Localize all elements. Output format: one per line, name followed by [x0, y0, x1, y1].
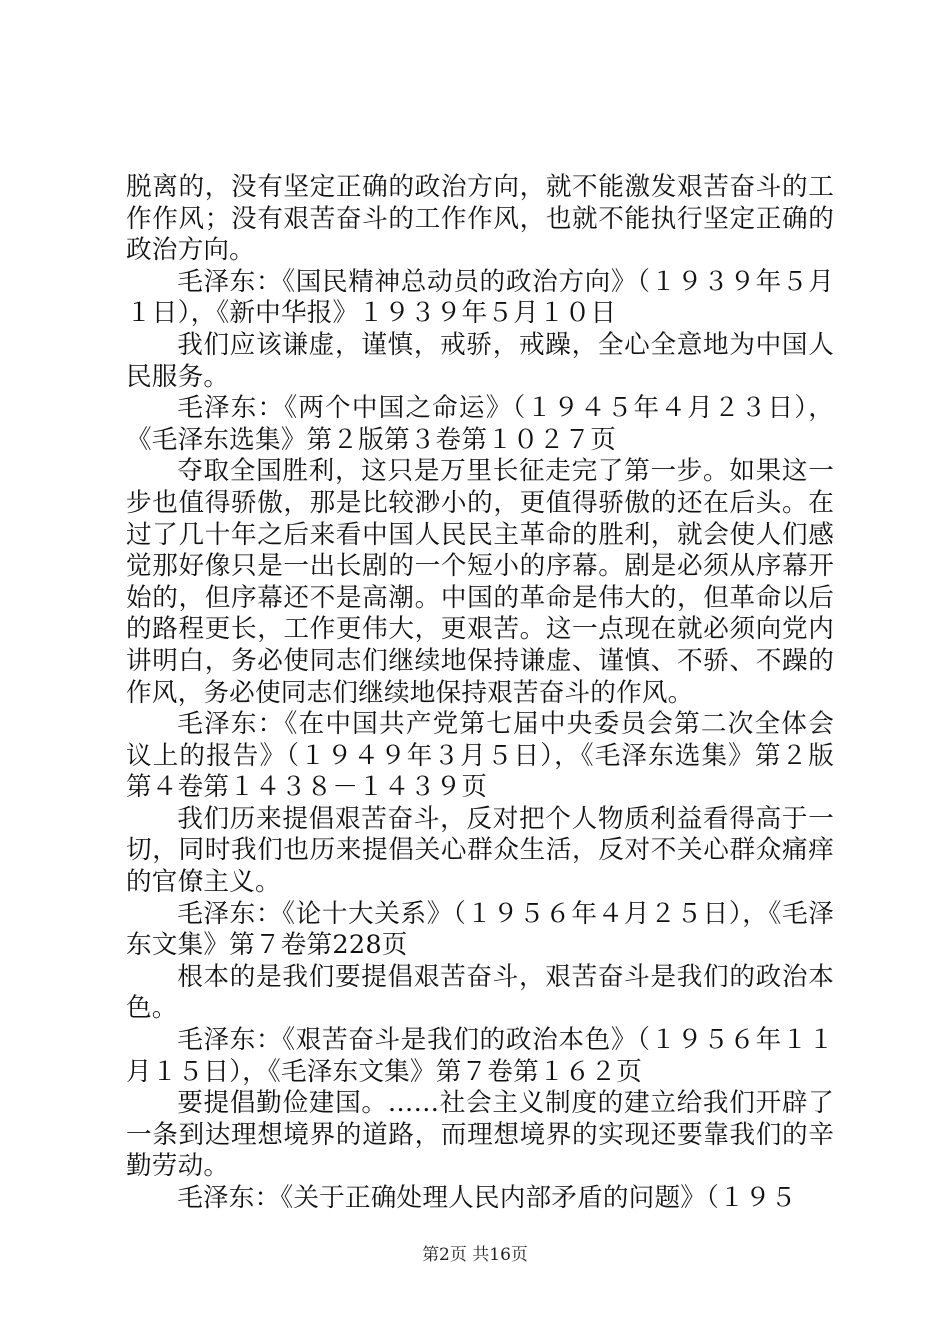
document-body — [126, 172, 834, 1215]
quote-paragraph: 夺取全国胜利，这只是万里长征走完了第一步。如果这一步也值得骄傲，那是比较渺小的，更值得骄傲的还在后头。在过了几十年之后来看中国人民民主革命的胜利，就会使人们感觉那好像只是一出长剧的一个短小的序幕。剧是必须从序幕开始的，但序幕还不是高潮。中国的革命是伟大的，但革命以后的路程更长，工作更伟大，更艰苦。这一点现在就必须向党内讲明白，务必使同志们继续地保持谦虚、谨慎、不骄、不躁的作风，务必使同志们继续地保持艰苦奋斗的作风。 — [126, 456, 834, 708]
quote-paragraph: 要提倡勤俭建国。……社会主义制度的建立给我们开辟了一条到达理想境界的道路，而理想境界的实现还要靠我们的辛勤劳动。 — [126, 1088, 834, 1182]
citation-paragraph: 毛泽东：《两个中国之命运》（１９４５年４月２３日），《毛泽东选集》第２版第３卷第１０２７页 — [126, 393, 834, 455]
quote-paragraph: 我们历来提倡艰苦奋斗，反对把个人物质利益看得高于一切，同时我们也历来提倡关心群众生活，反对不关心群众痛痒的官僚主义。 — [126, 803, 834, 898]
citation-paragraph: 毛泽东：《论十大关系》（１９５６年４月２５日），《毛泽东文集》第７卷第228页 — [126, 898, 834, 961]
citation-paragraph: 毛泽东：《国民精神总动员的政治方向》（１９３９年５月１日），《新中华报》１９３９年５月１０日 — [126, 266, 834, 329]
page-number-label: 第2页 共16页 — [422, 1245, 528, 1265]
citation-paragraph: 毛泽东：《在中国共产党第七届中央委员会第二次全体会议上的报告》（１９４９年３月５日），《毛泽东选集》第２版第４卷第１４３８－１４３９页 — [126, 709, 834, 803]
citation-paragraph: 毛泽东：《艰苦奋斗是我们的政治本色》（１９５６年１１月１５日），《毛泽东文集》第７卷第１６２页 — [126, 1025, 834, 1087]
paragraph-continuation: 脱离的，没有坚定正确的政治方向，就不能激发艰苦奋斗的工作作风；没有艰苦奋斗的工作作风，也就不能执行坚定正确的政治方向。 — [126, 172, 834, 266]
quote-paragraph: 根本的是我们要提倡艰苦奋斗，艰苦奋斗是我们的政治本色。 — [126, 961, 834, 1024]
citation-paragraph: 毛泽东：《关于正确处理人民内部矛盾的问题》（１９５ — [177, 1183, 797, 1213]
page-footer — [0, 1240, 950, 1265]
quote-paragraph: 我们应该谦虚，谨慎，戒骄，戒躁，全心全意地为中国人民服务。 — [126, 329, 834, 392]
